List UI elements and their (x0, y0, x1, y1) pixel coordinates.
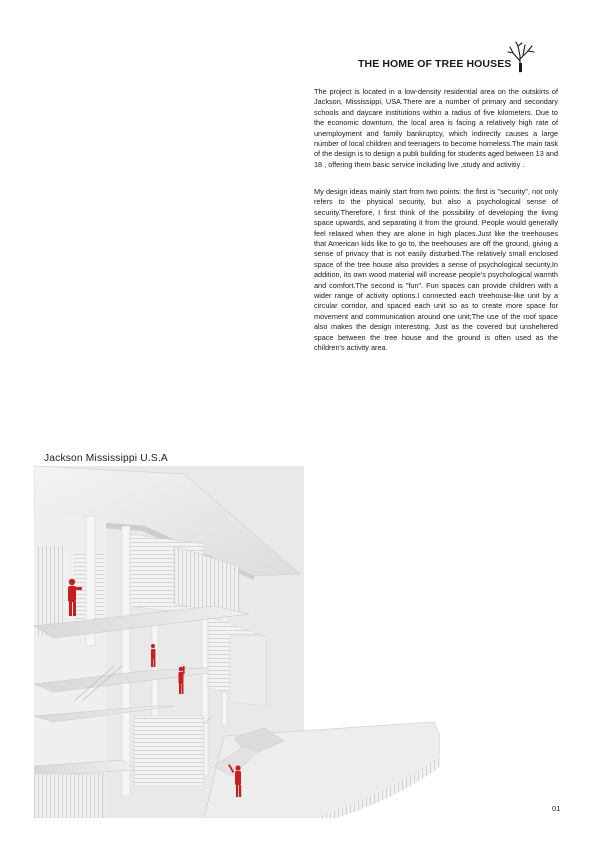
page-number: 01 (552, 804, 561, 813)
tree-icon (507, 41, 535, 73)
location-label: Jackson Mississippi U.S.A (44, 453, 168, 464)
page-title: THE HOME OF TREE HOUSES (358, 58, 512, 70)
building-render (34, 466, 440, 818)
intro-paragraph: The project is located in a low-density residential area on the outskirts of Jackson, Mississippi, USA.There are a number of primary and secondary schools and daycare institutions within a radius of five kilometers. Due to the economic downturn, the local area is facing a relatively high rate of unemployment and family bankruptcy, which indirectly causes a large number of local children and teenagers to become homeless.The main task of the design is to design a publi building for students aged between 13 and 18 , offering them basic service including live ,study and activitiy . (314, 87, 558, 169)
design-paragraph: My design ideas mainly start from two points: the first is "security", not only refers to the physical security, but also a psychological sense of security.Therefore, I first think of the possibility of developing the living space upwards, and separating it from the ground. People would generally feel relaxed when they are alone in high places.Just like the treehouses that American kids like to go to, the treehouses are off the ground, giving a sense of privacy that is not easily disturbed.The relatively small enclosed space of the tree house also provides a sense of psychological security,In addition, its own wood material will increase people's psychological warmth and comfort.The second is "fun". Fun spaces can provide children with a wider range of activity options.I connected each treehouse-like unit by a circular corridor, and spaced each unit so as to create more space for movement and communication around one unit;The use of the roof space also makes the design interesting. Just as the covered but unsheltered space between the tree house and the ground is often used as the children's activity area. (314, 187, 558, 353)
